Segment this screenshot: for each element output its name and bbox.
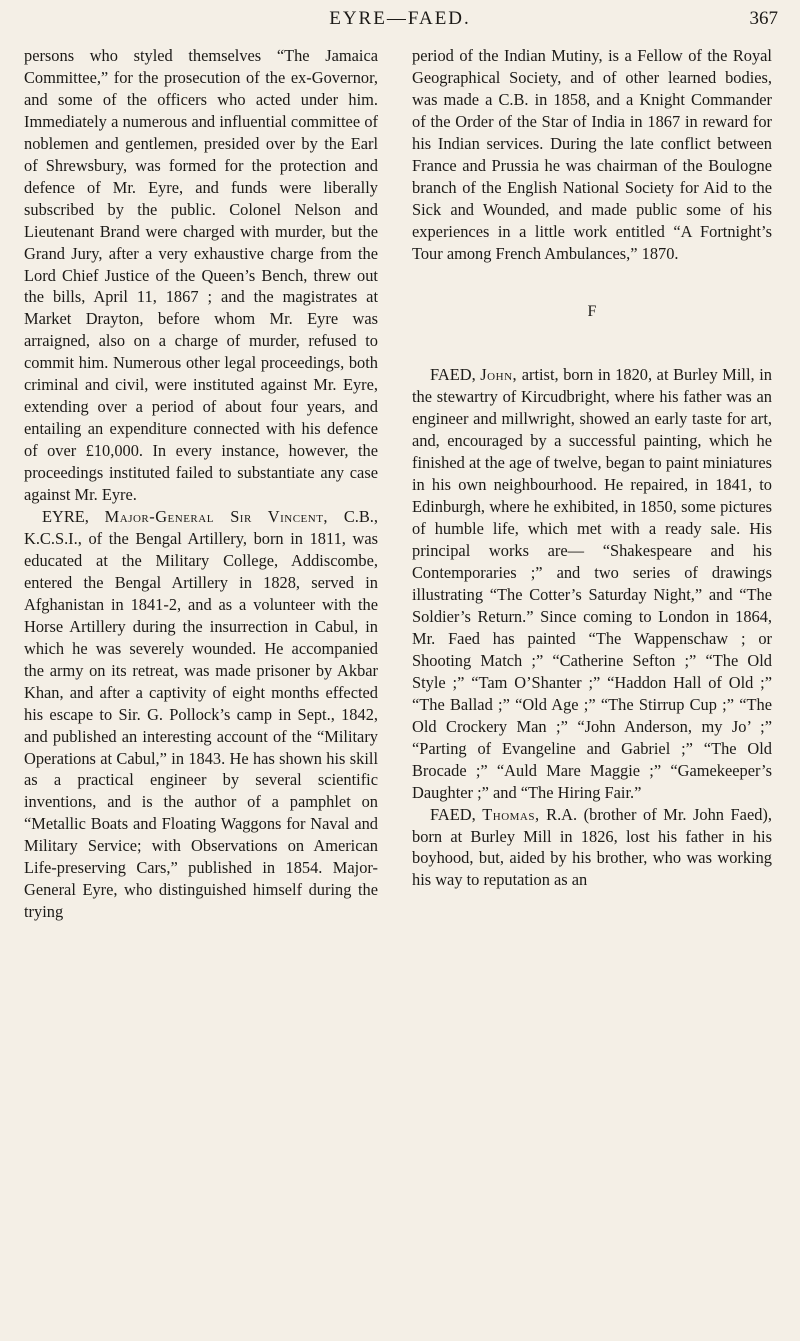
running-head-title: EYRE—FAED. xyxy=(329,8,471,29)
left-column xyxy=(24,45,378,923)
entry-text: artist, born in 1820, at Burley Mill, in the stewartry of Kircudbright, where his father was an engineer and millwright, showed an early taste for art, and, encouraged by a successful painting, which he finished at the age of twelve, began to paint miniatures in his own neighbourhood. He repaired, in 1841, to Edinburgh, where he exhibited, in 1850, some pictures of humble life, which met with a ready sale. His principal works are— “Shakespeare and his Contemporaries ;” and two series of drawings illustrating “The Cotter’s Saturday Night,” and “The Soldier’s Return.” Since coming to London in 1864, Mr. Faed has painted “The Wappenschaw ; or Shooting Match ;” “Catherine Sefton ;” “The Old Style ;” “Tam O’Shanter ;” “Haddon Hall of Old ;” “The Ballad ;” “Old Age ;” “The Stirrup Cup ;” “The Old Crockery Man ;” “John Anderson, my Jo’ ;” “Parting of Evangeline and Gabriel ;” “The Old Brocade ;” “Auld Mare Maggie ;” “Gamekeeper’s Daughter ;” and “The Hiring Fair.” xyxy=(412,365,772,802)
entry-faed-thomas xyxy=(412,804,772,892)
section-letter-heading: F xyxy=(587,302,597,320)
entry-text: R.A. (brother of Mr. John Faed), born at Burley Mill in 1826, lost his father in his boyhood, but, aided by his brother, who was working his way to reputation as an xyxy=(412,804,772,890)
right-column xyxy=(412,45,772,891)
entry-name: Thomas, xyxy=(482,804,540,824)
eyre-edward-continuation: persons who styled themselves “The Jamaica Committee,” for the prosecution of the ex-Governor, and some of the officers who acted under him. Immediately a numerous and influential committee of noblemen and gentlemen, presided over by the Earl of Shrewsbury, was formed for the protection and defence of Mr. Eyre, and funds were liberally subscribed by the public. Colonel Nelson and Lieutenant Brand were charged with murder, but the Grand Jury, after a very exhaustive charge from the Lord Chief Justice of the Queen’s Bench, threw out the bills, April 11, 1867 ; and the magistrates at Market Drayton, before whom Mr. Eyre was arraigned, also on a charge of murder, refused to commit him. Numerous other legal proceedings, both criminal and civil, were instituted against Mr. Eyre, extending over a period of about four years, and entailing an expenditure connected with his defence of over £10,000. In every instance, however, the proceedings instituted failed to substantiate any case against Mr. Eyre. xyxy=(24,46,378,505)
entry-name: John, xyxy=(480,365,518,385)
entry-eyre-vincent xyxy=(24,506,378,923)
entry-headword: FAED, xyxy=(430,365,476,385)
page-number: 367 xyxy=(749,8,778,29)
running-head xyxy=(0,8,800,36)
entry-headword: EYRE, xyxy=(42,507,89,527)
eyre-vincent-continuation: period of the Indian Mutiny, is a Fellow of the Royal Geographical Society, and of other learned bodies, was made a C.B. in 1858, and a Knight Commander of the Order of the Star of India in 1867 in reward for his Indian services. During the late conflict between France and Prussia he was chairman of the Boulogne branch of the English National Society for Aid to the Sick and Wounded, and made public some of his experiences in a little work entitled “A Fortnight’s Tour among French Ambulances,” 1870. xyxy=(412,46,772,263)
entry-title-name: Major-General Sir Vincent, xyxy=(104,507,329,527)
entry-text: C.B., K.C.S.I., of the Bengal Artillery, born in 1811, was educated at the Military College, Addiscombe, entered the Bengal Artillery in 1828, served in Afghanistan in 1841-2, and as a volunteer with the Horse Artillery during the insurrection in Cabul, in which he was severely wounded. He accompanied the army on its retreat, was made prisoner by Akbar Khan, and after a captivity of eight months effected his escape to Sir. G. Pollock’s camp in Sept., 1842, and published an interesting account of the “Military Operations at Cabul,” in 1843. He has shown his skill as a practical engineer by several scientific inventions, and is the author of a pamphlet on “Metallic Boats and Floating Waggons for Naval and Military Service; with Observations on American Life-preserving Cars,” published in 1854. Major-General Eyre, who distinguished himself during the trying xyxy=(24,507,378,922)
entry-faed-john xyxy=(412,364,772,803)
entry-headword: FAED, xyxy=(430,804,476,824)
